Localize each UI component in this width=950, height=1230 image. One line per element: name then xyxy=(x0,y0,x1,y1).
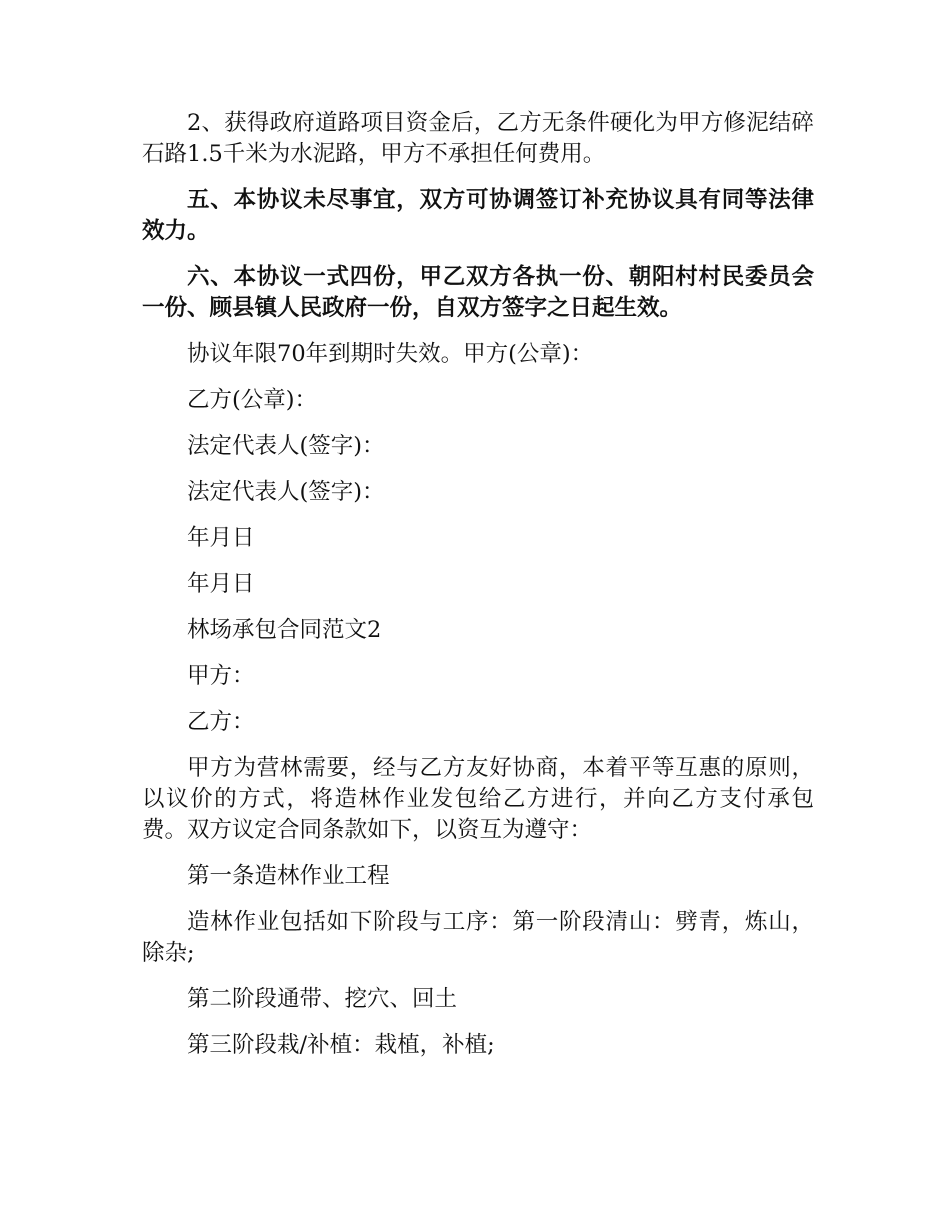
paragraph-stage-two: 第二阶段通带、挖穴、回土 xyxy=(187,986,458,1012)
paragraph-preamble: 甲方为营林需要，经与乙方友好协商，本着平等互惠的原则，以议价的方式，将造林作业发包给乙方进行，并向乙方支付承包费。双方议定合同条款如下，以资互为遵守： xyxy=(142,755,814,843)
paragraph-legal-rep-signature-b: 法定代表人(签字)： xyxy=(187,479,385,505)
paragraph-term-party-a-seal: 协议年限70年到期时失效。甲方(公章)： xyxy=(187,341,594,367)
document-page xyxy=(142,108,814,1076)
paragraph-date-b: 年月日 xyxy=(187,571,255,597)
paragraph-date-a: 年月日 xyxy=(187,525,255,551)
paragraph-legal-rep-signature-a: 法定代表人(签字)： xyxy=(187,433,385,459)
paragraph-party-b: 乙方： xyxy=(187,709,255,735)
paragraph-stage-one: 造林作业包括如下阶段与工序：第一阶段清山：劈青，炼山，除杂; xyxy=(142,909,814,966)
paragraph-contract-title-2: 林场承包合同范文2 xyxy=(187,617,382,643)
paragraph-clause-five: 五、本协议未尽事宜，双方可协调签订补充协议具有同等法律效力。 xyxy=(142,187,814,244)
paragraph-party-a: 甲方： xyxy=(187,663,255,689)
paragraph-stage-three: 第三阶段栽/补植：栽植，补植; xyxy=(187,1032,495,1058)
paragraph-road-hardening: 2、获得政府道路项目资金后，乙方无条件硬化为甲方修泥结碎石路1.5千米为水泥路，甲方不承担任何费用。 xyxy=(142,110,814,167)
paragraph-clause-six: 六、本协议一式四份，甲乙双方各执一份、朝阳村村民委员会一份、顾县镇人民政府一份，自双方签字之日起生效。 xyxy=(142,264,814,321)
paragraph-article-one: 第一条造林作业工程 xyxy=(187,863,390,889)
paragraph-party-b-seal: 乙方(公章)： xyxy=(187,387,318,413)
